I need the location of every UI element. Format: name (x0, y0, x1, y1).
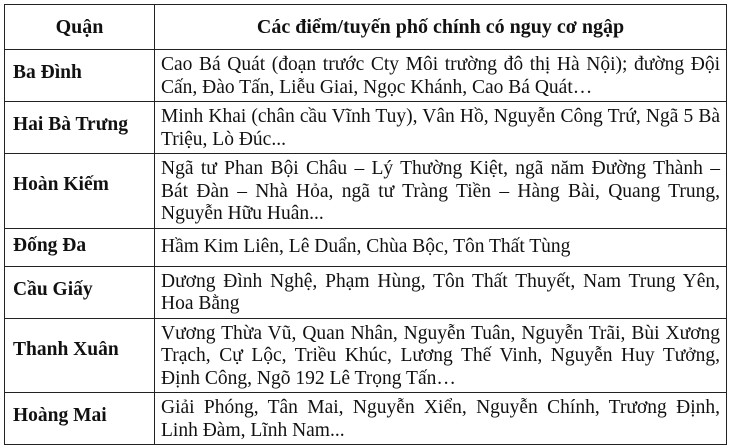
table-row-dong-da (5, 228, 727, 266)
table-row-cau-giay (5, 266, 727, 318)
table-row-ba-dinh (5, 50, 727, 102)
streets-cell: Vương Thừa Vũ, Quan Nhân, Nguyễn Tuân, Nguyễn Trãi, Bùi Xương Trạch, Cự Lộc, Triều Khúc, Lương Thế Vinh, Nguyễn Huy Tưởng, Định Công, Ngõ 192 Lê Trọng Tấn… (155, 318, 727, 393)
district-cell: Đống Đa (5, 228, 155, 266)
table-header-row (5, 5, 727, 50)
streets-cell: Ngã tư Phan Bội Châu – Lý Thường Kiệt, ngã năm Đường Thành – Bát Đàn – Nhà Hỏa, ngã tư Tràng Tiền – Hàng Bài, Quang Trung, Nguyễn Hữu Huân... (155, 154, 727, 229)
district-cell: Cầu Giấy (5, 266, 155, 318)
table-row-hoang-mai (5, 393, 727, 445)
streets-column-header: Các điểm/tuyến phố chính có nguy cơ ngập (155, 5, 727, 50)
streets-cell: Dương Đình Nghệ, Phạm Hùng, Tôn Thất Thuyết, Nam Trung Yên, Hoa Bằng (155, 266, 727, 318)
district-cell: Hoàng Mai (5, 393, 155, 445)
district-cell: Hai Bà Trưng (5, 102, 155, 154)
district-cell: Hoàn Kiếm (5, 154, 155, 229)
streets-cell: Hầm Kim Liên, Lê Duẩn, Chùa Bộc, Tôn Thất Tùng (155, 228, 727, 266)
district-cell: Thanh Xuân (5, 318, 155, 393)
district-column-header: Quận (5, 5, 155, 50)
table-row-hai-ba-trung (5, 102, 727, 154)
streets-cell: Minh Khai (chân cầu Vĩnh Tuy), Vân Hồ, Nguyễn Công Trứ, Ngã 5 Bà Triệu, Lò Đúc... (155, 102, 727, 154)
streets-cell: Giải Phóng, Tân Mai, Nguyễn Xiển, Nguyễn Chính, Trương Định, Linh Đàm, Lĩnh Nam... (155, 393, 727, 445)
district-cell: Ba Đình (5, 50, 155, 102)
table-row-hoan-kiem (5, 154, 727, 229)
streets-cell: Cao Bá Quát (đoạn trước Cty Môi trường đô thị Hà Nội); đường Đội Cấn, Đào Tấn, Liễu Giai, Ngọc Khánh, Cao Bá Quát… (155, 50, 727, 102)
table-row-thanh-xuan (5, 318, 727, 393)
flood-risk-table (4, 4, 727, 445)
